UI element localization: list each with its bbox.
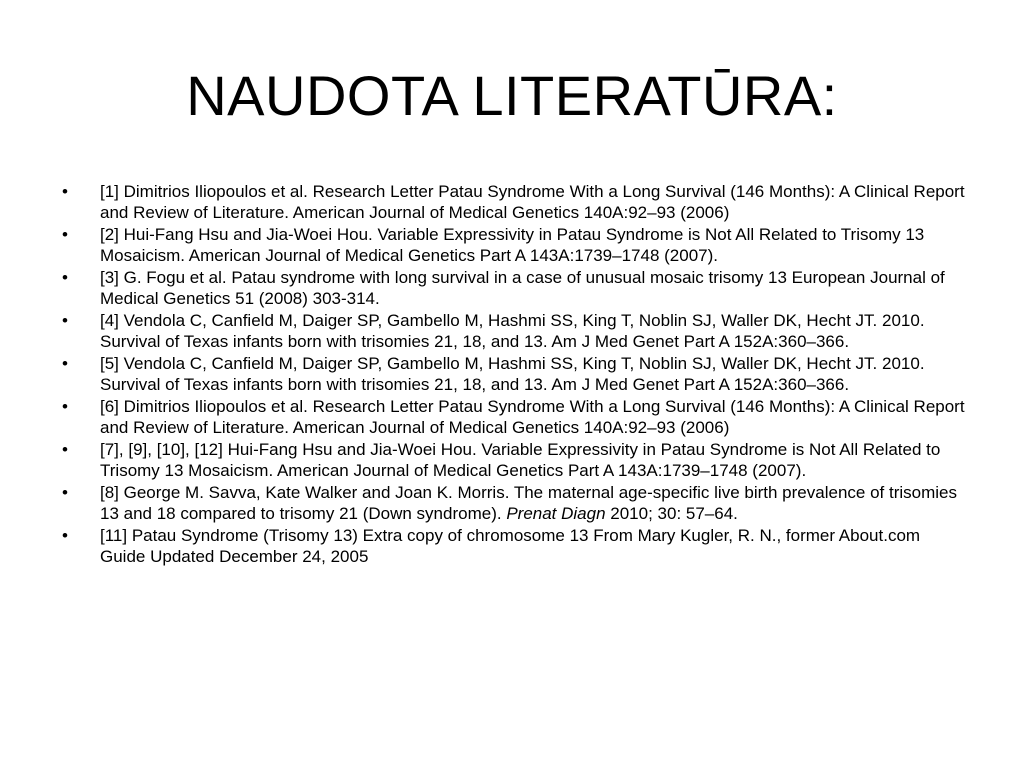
reference-item bbox=[62, 311, 967, 352]
bullet-icon: • bbox=[62, 311, 68, 330]
reference-text: [11] Patau Syndrome (Trisomy 13) Extra copy of chromosome 13 From Mary Kugler, R. N., former About.com Guide Updated December 24, 2005 bbox=[100, 526, 921, 566]
reference-text: [7], [9], [10], [12] Hui-Fang Hsu and Jia-Woei Hou. Variable Expressivity in Patau Syndrome is Not All Related to Trisomy 13 Mosaicism. American Journal of Medical Genetics Part A 143A:1739–1748 (2007). bbox=[100, 440, 941, 480]
reference-item bbox=[62, 225, 967, 266]
reference-text: [4] Vendola C, Canfield M, Daiger SP, Gambello M, Hashmi SS, King T, Noblin SJ, Waller DK, Hecht JT. 2010. Survival of Texas infants born with trisomies 21, 18, and 13. Am J Med Genet Part A 152A:360–366. bbox=[100, 311, 925, 351]
reference-text: [6] Dimitrios Iliopoulos et al. Research Letter Patau Syndrome With a Long Survival (146 Months): A Clinical Report and Review of Literature. American Journal of Medical Genetics 140A:92–93 (2006) bbox=[100, 397, 965, 437]
reference-item bbox=[62, 440, 967, 481]
bullet-icon: • bbox=[62, 268, 68, 287]
reference-item bbox=[62, 268, 967, 309]
bullet-icon: • bbox=[62, 483, 68, 502]
reference-text: [1] Dimitrios Iliopoulos et al. Research Letter Patau Syndrome With a Long Survival (146 Months): A Clinical Report and Review of Literature. American Journal of Medical Genetics 140A:92–93 (2006) bbox=[100, 182, 965, 222]
reference-item bbox=[62, 526, 967, 567]
slide-title: NAUDOTA LITERATŪRA: bbox=[186, 64, 838, 127]
reference-text: [3] G. Fogu et al. Patau syndrome with long survival in a case of unusual mosaic trisomy 13 European Journal of Medical Genetics 51 (2008) 303-314. bbox=[100, 268, 945, 308]
reference-text-tail: 2010; 30: 57–64. bbox=[605, 503, 738, 523]
bullet-icon: • bbox=[62, 397, 68, 416]
bullet-icon: • bbox=[62, 182, 68, 201]
reference-list bbox=[62, 182, 967, 569]
reference-text: [5] Vendola C, Canfield M, Daiger SP, Gambello M, Hashmi SS, King T, Noblin SJ, Waller DK, Hecht JT. 2010. Survival of Texas infants born with trisomies 21, 18, and 13. Am J Med Genet Part A 152A:360–366. bbox=[100, 354, 925, 394]
bullet-icon: • bbox=[62, 526, 68, 545]
reference-item bbox=[62, 354, 967, 395]
bullet-icon: • bbox=[62, 354, 68, 373]
reference-text: [2] Hui-Fang Hsu and Jia-Woei Hou. Variable Expressivity in Patau Syndrome is Not All Related to Trisomy 13 Mosaicism. American Journal of Medical Genetics Part A 143A:1739–1748 (2007). bbox=[100, 225, 925, 265]
reference-item bbox=[62, 182, 967, 223]
reference-text-main: [8] George M. Savva, Kate Walker and Joan K. Morris. The maternal age-specific live birth prevalence of trisomies 13 and 18 compared to trisomy 21 (Down syndrome). bbox=[100, 483, 957, 523]
reference-item bbox=[62, 397, 967, 438]
bullet-icon: • bbox=[62, 225, 68, 244]
reference-text bbox=[100, 483, 957, 523]
journal-name-italic: Prenat Diagn bbox=[506, 503, 606, 523]
bullet-icon: • bbox=[62, 440, 68, 459]
reference-item bbox=[62, 483, 967, 524]
